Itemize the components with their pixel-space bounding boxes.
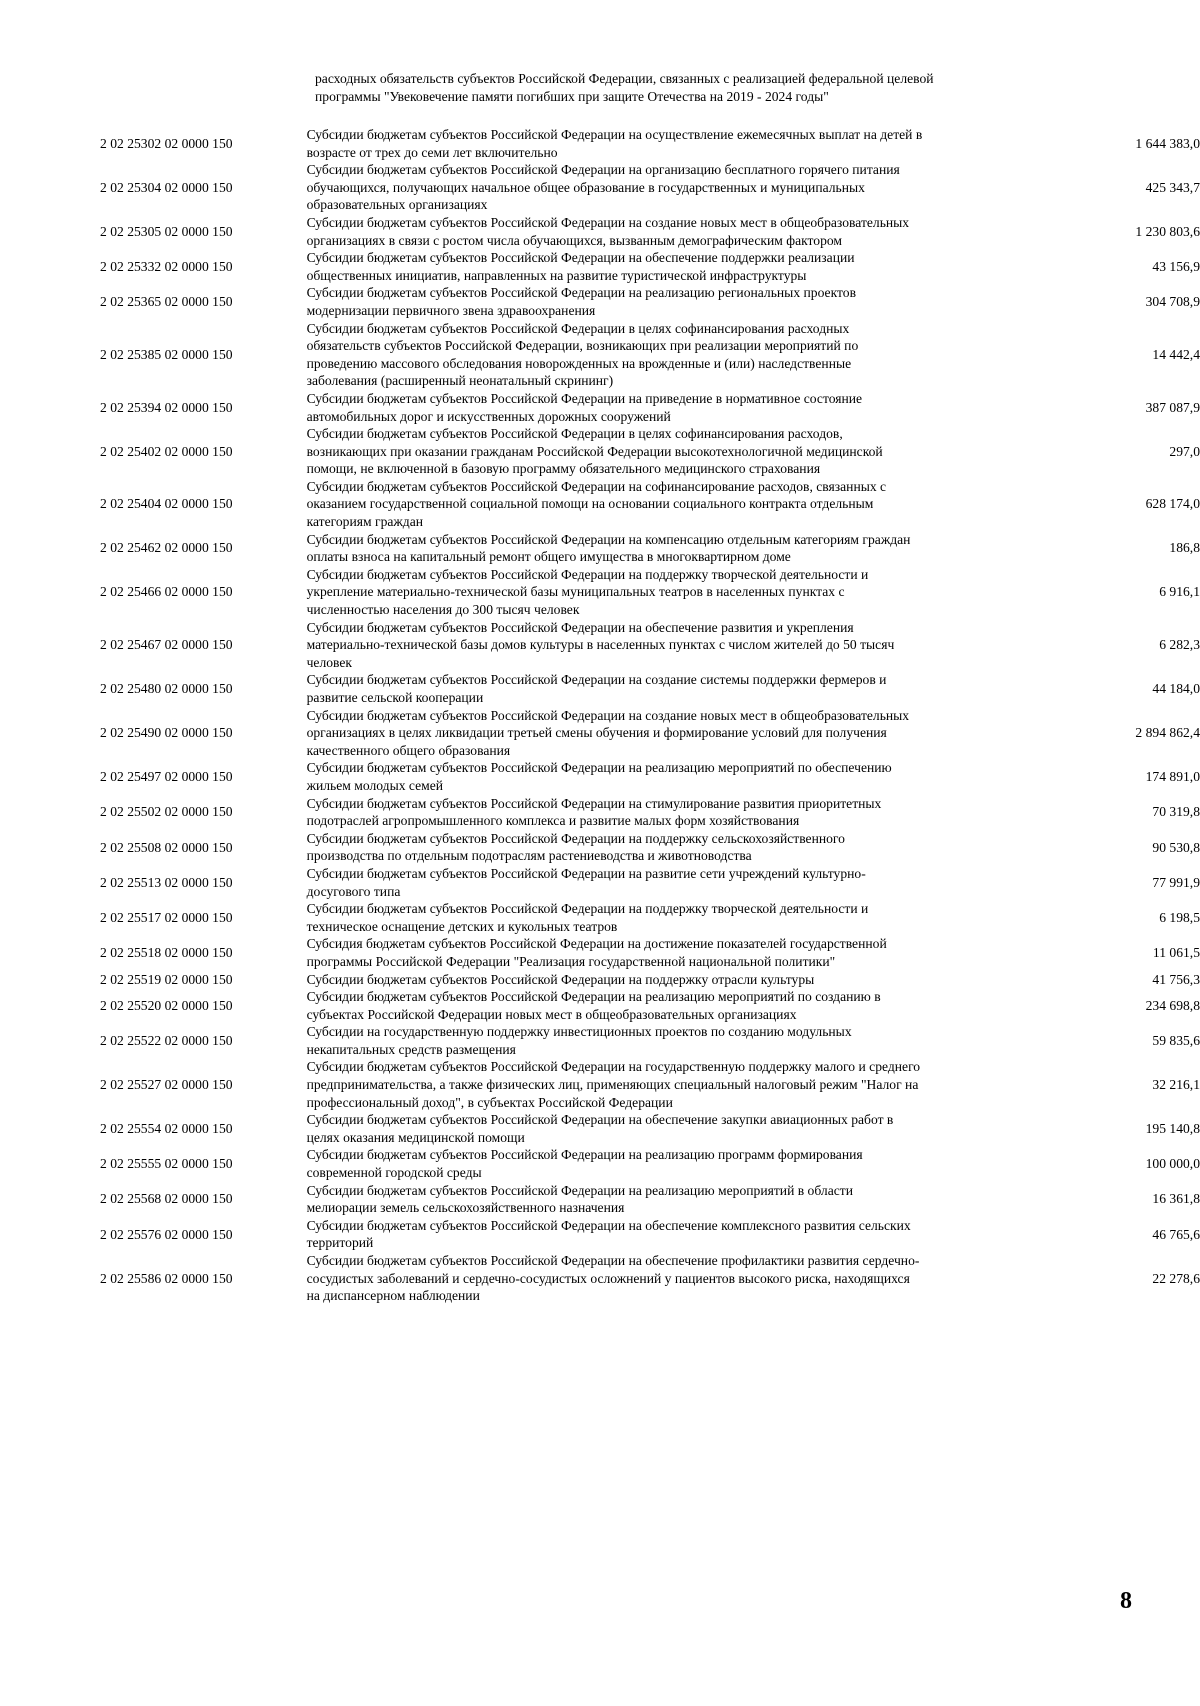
budget-code: 2 02 25402 02 0000 150 (100, 443, 233, 459)
table-row (100, 161, 1200, 214)
budget-code: 2 02 25480 02 0000 150 (100, 681, 233, 697)
row-amount: 32 216,1 (1152, 1077, 1200, 1093)
budget-code: 2 02 25462 02 0000 150 (100, 540, 233, 556)
budget-code: 2 02 25467 02 0000 150 (100, 637, 233, 653)
budget-code: 2 02 25304 02 0000 150 (100, 179, 233, 195)
row-description: Субсидии бюджетам субъектов Российской Федерации на приведение в нормативное состояние автомобильных дорог и искусственных дорожных сооружений (306, 390, 863, 424)
budget-code: 2 02 25404 02 0000 150 (100, 496, 233, 512)
row-description: Субсидии бюджетам субъектов Российской Федерации на поддержку отрасли культуры (306, 971, 815, 987)
row-amount: 22 278,6 (1152, 1270, 1200, 1286)
row-amount: 90 530,8 (1152, 839, 1200, 855)
row-amount: 41 756,3 (1152, 971, 1200, 987)
row-description: Субсидии бюджетам субъектов Российской Федерации на осуществление ежемесячных выплат на детей в возрасте от трех до семи лет включительно (306, 127, 923, 160)
row-amount: 16 361,8 (1152, 1191, 1200, 1207)
table-body (100, 126, 1200, 1305)
row-amount: 195 140,8 (1145, 1121, 1200, 1137)
table-row (100, 988, 1200, 1023)
row-description: Субсидии бюджетам субъектов Российской Федерации на софинансирование расходов, связанных с оказанием государственной социальной помощи на основании социального контракта отдельным категориям граждан (306, 478, 887, 530)
budget-code: 2 02 25394 02 0000 150 (100, 399, 233, 415)
table-row (100, 284, 1200, 319)
table-row (100, 1023, 1200, 1058)
row-description: Субсидии бюджетам субъектов Российской Федерации на обеспечение комплексного развития сельских территорий (306, 1217, 911, 1251)
budget-code: 2 02 25466 02 0000 150 (100, 584, 233, 600)
row-description: Субсидии бюджетам субъектов Российской Федерации на поддержку творческой деятельности и укрепление материально-технической базы муниципальных театров в населенных пунктах с численностью населения до 300 тысяч человек (306, 566, 869, 618)
table-row (100, 1217, 1200, 1252)
budget-code: 2 02 25497 02 0000 150 (100, 769, 233, 785)
table-row (100, 1252, 1200, 1305)
row-amount: 425 343,7 (1145, 179, 1200, 195)
table-row (100, 425, 1200, 478)
row-description: Субсидии бюджетам субъектов Российской Федерации на стимулирование развития приоритетных подотраслей агропромышленного комплекса и развитие малых форм хозяйствования (306, 795, 882, 829)
row-amount: 70 319,8 (1152, 804, 1200, 820)
table-row (100, 320, 1200, 390)
row-description: Субсидии бюджетам субъектов Российской Федерации на реализацию программ формирования современной городской среды (306, 1147, 863, 1181)
budget-code: 2 02 25502 02 0000 150 (100, 804, 233, 820)
row-description: Субсидии бюджетам субъектов Российской Федерации на создание новых мест в общеобразовательных организациях в целях ликвидации третьей смены обучения и формирование условий для получения качественного общего образования (306, 707, 910, 758)
table-row (100, 214, 1200, 249)
row-amount: 297,0 (1169, 443, 1200, 459)
row-amount: 1 644 383,0 (1135, 135, 1200, 151)
row-description: Субсидии бюджетам субъектов Российской Федерации на государственную поддержку малого и среднего предпринимательства, а также физических лиц, применяющих специальный налоговый режим "Налог на профессиональный доход", в субъектах Российской Федерации (306, 1059, 921, 1110)
table-row (100, 707, 1200, 760)
row-amount: 174 891,0 (1145, 769, 1200, 785)
row-description: Субсидии бюджетам субъектов Российской Федерации на создание системы поддержки фермеров и развитие сельской кооперации (306, 672, 887, 705)
row-description: Субсидии бюджетам субъектов Российской Федерации на обеспечение профилактики развития сердечно-сосудистых заболеваний и сердечно-сосудистых осложнений у пациентов высокого риска, находящихся на диспансерном наблюдении (306, 1253, 920, 1304)
row-description: Субсидии бюджетам субъектов Российской Федерации на организацию бесплатного горячего питания обучающихся, получающих начальное общее образование в государственных и муниципальных образовательных организациях (306, 162, 900, 213)
row-description: Субсидии бюджетам субъектов Российской Федерации на развитие сети учреждений культурно-досугового типа (306, 865, 866, 899)
budget-code: 2 02 25513 02 0000 150 (100, 874, 233, 890)
row-description: Субсидии бюджетам субъектов Российской Федерации на реализацию мероприятий по созданию в субъектах Российской Федерации новых мест в общеобразовательных организациях (306, 989, 881, 1022)
row-amount: 387 087,9 (1145, 399, 1200, 415)
budget-code: 2 02 25522 02 0000 150 (100, 1033, 233, 1049)
row-amount: 11 061,5 (1152, 945, 1200, 961)
table-row (100, 671, 1200, 706)
budget-code: 2 02 25555 02 0000 150 (100, 1156, 233, 1172)
budget-code: 2 02 25508 02 0000 150 (100, 839, 233, 855)
row-description: Субсидии бюджетам субъектов Российской Федерации на создание новых мест в общеобразовательных организациях в связи с ростом числа обучающихся, вызванным демографическим фактором (306, 214, 910, 248)
row-amount: 234 698,8 (1145, 997, 1200, 1013)
row-amount: 2 894 862,4 (1135, 725, 1200, 741)
row-description: Субсидии на государственную поддержку инвестиционных проектов по созданию модульных некапитальных средств размещения (306, 1024, 852, 1057)
table-row (100, 865, 1200, 900)
row-amount: 304 708,9 (1145, 294, 1200, 310)
table-row (100, 935, 1200, 970)
row-description: Субсидии бюджетам субъектов Российской Федерации на поддержку сельскохозяйственного производства по отдельным подотраслям растениеводства и животноводства (306, 830, 845, 864)
table-row (100, 478, 1200, 531)
row-description: Субсидии бюджетам субъектов Российской Федерации на обеспечение закупки авиационных работ в целях оказания медицинской помощи (306, 1112, 894, 1145)
row-description: Субсидии бюджетам субъектов Российской Федерации в целях софинансирования расходных обязательств субъектов Российской Федерации, возникающих при реализации мероприятий по проведению массового обследования новорожденных на врожденные и (или) наследственные заболевания (расширенный неонатальный скрининг) (306, 320, 859, 389)
page-number: 8 (1120, 1588, 1132, 1614)
budget-code: 2 02 25586 02 0000 150 (100, 1270, 233, 1286)
row-description: Субсидии бюджетам субъектов Российской Федерации в целях софинансирования расходов, возникающих при оказании гражданам Российской Федерации высокотехнологичной медицинской помощи, не включенной в базовую программу обязательного медицинского страхования (306, 426, 883, 477)
row-description: Субсидии бюджетам субъектов Российской Федерации на реализацию региональных проектов модернизации первичного звена здравоохранения (306, 285, 856, 318)
row-amount: 628 174,0 (1145, 496, 1200, 512)
table-row (100, 531, 1200, 566)
row-amount: 100 000,0 (1145, 1156, 1200, 1172)
table-row (100, 566, 1200, 619)
budget-code: 2 02 25365 02 0000 150 (100, 294, 233, 310)
table-row (100, 126, 1200, 161)
table-row (100, 1058, 1200, 1111)
row-amount: 6 282,3 (1159, 637, 1200, 653)
budget-code: 2 02 25554 02 0000 150 (100, 1121, 233, 1137)
budget-code: 2 02 25302 02 0000 150 (100, 135, 233, 151)
row-description: Субсидии бюджетам субъектов Российской Федерации на компенсацию отдельным категориям граждан оплаты взноса на капитальный ремонт общего имущества в многоквартирном доме (306, 531, 911, 565)
budget-code: 2 02 25519 02 0000 150 (100, 971, 233, 987)
row-description: Субсидии бюджетам субъектов Российской Федерации на обеспечение развития и укрепления материально-технической базы домов культуры в населенных пунктах с числом жителей до 50 тысяч человек (306, 619, 895, 670)
table-row (100, 619, 1200, 672)
budget-code: 2 02 25520 02 0000 150 (100, 997, 233, 1013)
row-amount: 44 184,0 (1152, 681, 1200, 697)
table-row (100, 971, 1200, 989)
row-amount: 1 230 803,6 (1135, 223, 1200, 239)
table-row (100, 759, 1200, 794)
budget-table (100, 126, 1200, 1305)
row-amount: 77 991,9 (1152, 874, 1200, 890)
row-description: Субсидия бюджетам субъектов Российской Федерации на достижение показателей государственной программы Российской Федерации "Реализация государственной национальной политики" (306, 936, 887, 969)
row-amount: 6 916,1 (1159, 584, 1200, 600)
continuation-text: расходных обязательств субъектов Российской Федерации, связанных с реализацией федеральной целевой программы "Увековечение памяти погибших при защите Отечества на 2019 - 2024 годы" (315, 71, 934, 104)
row-amount: 6 198,5 (1159, 909, 1200, 925)
budget-code: 2 02 25305 02 0000 150 (100, 223, 233, 239)
budget-code: 2 02 25518 02 0000 150 (100, 945, 233, 961)
row-description: Субсидии бюджетам субъектов Российской Федерации на поддержку творческой деятельности и техническое оснащение детских и кукольных театров (306, 901, 869, 934)
row-description: Субсидии бюджетам субъектов Российской Федерации на реализацию мероприятий в области мелиорации земель сельскохозяйственного назначения (306, 1182, 853, 1216)
table-row (100, 1182, 1200, 1217)
table-row (100, 390, 1200, 425)
table-row (100, 1146, 1200, 1181)
row-amount: 46 765,6 (1152, 1226, 1200, 1242)
table-row (100, 795, 1200, 830)
budget-code: 2 02 25385 02 0000 150 (100, 346, 233, 362)
budget-code: 2 02 25332 02 0000 150 (100, 258, 233, 274)
row-description: Субсидии бюджетам субъектов Российской Федерации на реализацию мероприятий по обеспечению жильем молодых семей (306, 760, 892, 793)
row-amount: 59 835,6 (1152, 1033, 1200, 1049)
budget-code: 2 02 25490 02 0000 150 (100, 725, 233, 741)
budget-code: 2 02 25517 02 0000 150 (100, 909, 233, 925)
row-amount: 43 156,9 (1152, 258, 1200, 274)
table-row (100, 1111, 1200, 1146)
budget-code: 2 02 25576 02 0000 150 (100, 1226, 233, 1242)
budget-code: 2 02 25527 02 0000 150 (100, 1077, 233, 1093)
row-amount: 186,8 (1169, 540, 1200, 556)
table-row (100, 900, 1200, 935)
row-description: Субсидии бюджетам субъектов Российской Федерации на обеспечение поддержки реализации общественных инициатив, направленных на развитие туристической инфраструктуры (306, 250, 855, 283)
row-amount: 14 442,4 (1152, 346, 1200, 362)
budget-code: 2 02 25568 02 0000 150 (100, 1191, 233, 1207)
table-row (100, 830, 1200, 865)
table-row (100, 249, 1200, 284)
